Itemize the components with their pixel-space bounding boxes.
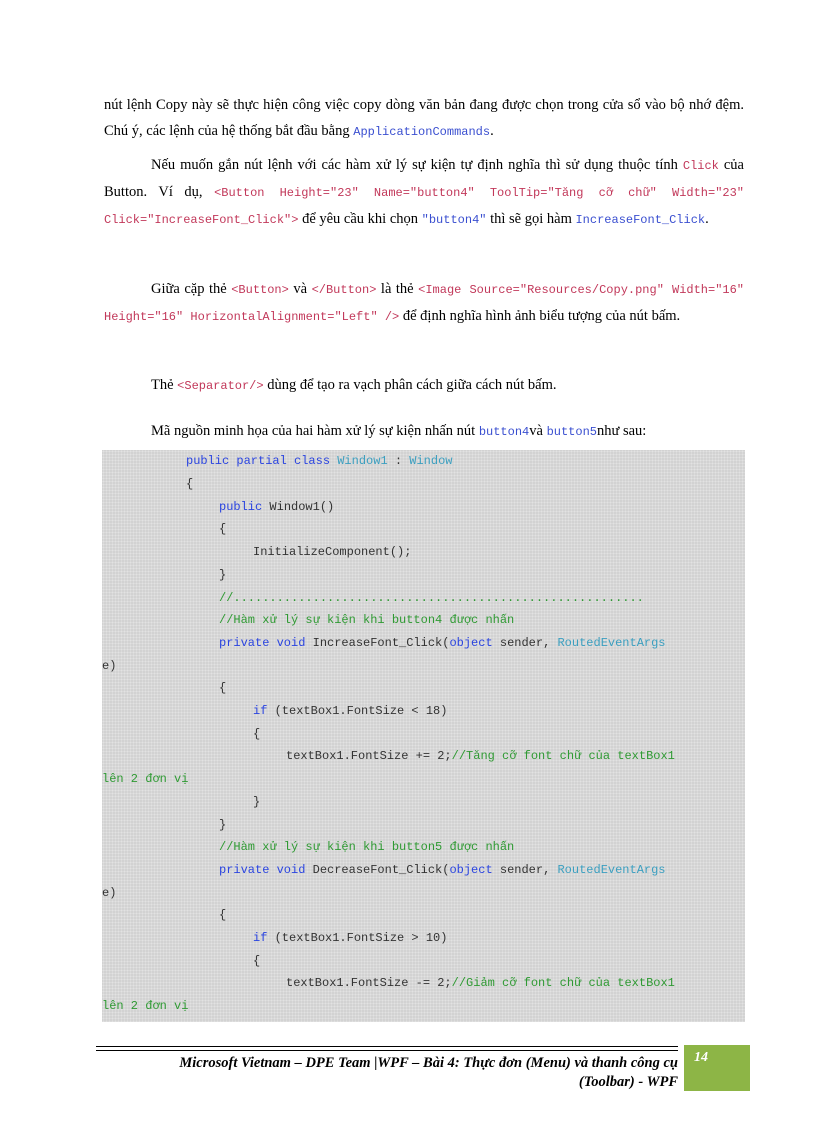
code-line: { — [219, 522, 227, 536]
code-application-commands: ApplicationCommands — [353, 125, 491, 139]
code-button-close: </Button> — [311, 283, 377, 297]
paragraph-image-tag: Giữa cặp thẻ <Button> và </Button> là thẻ <Image Source="Resources/Copy.png" Width="16" Height="16" HorizontalAlignment="Left" /> để định nghĩa hình ảnh biểu tượng của nút bấm. — [104, 281, 745, 324]
footer-divider — [96, 1050, 678, 1051]
code-button4: "button4" — [421, 213, 487, 227]
code-line: { — [253, 727, 261, 741]
footer-title: Microsoft Vietnam – DPE Team |WPF – Bài 4: Thực đơn (Menu) và thanh công cụ (Toolbar) - WPF — [179, 1055, 678, 1090]
code-increasefont-click: IncreaseFont_Click — [575, 213, 706, 227]
code-click: Click — [682, 159, 719, 173]
footer-divider — [96, 1046, 678, 1047]
code-image-tag: <Image Source="Resources/Copy.png" Width="16" Height="16" HorizontalAlignment="Left" /> — [104, 283, 745, 324]
page-number-badge — [684, 1045, 750, 1091]
paragraph-copy-command: nút lệnh Copy này sẽ thực hiện công việc copy dòng văn bản đang được chọn trong cửa sổ vào bộ nhớ đệm. Chú ý, các lệnh của hệ thống bắt đầu bằng ApplicationCommands. — [104, 97, 744, 139]
code-comment: //Hàm xử lý sự kiện khi button5 được nhấn — [219, 840, 515, 854]
code-line: private void DecreaseFont_Click(object sender, RoutedEventArgs — [219, 863, 666, 877]
code-line: textBox1.FontSize += 2;//Tăng cỡ font chữ của textBox1 — [286, 749, 675, 763]
code-line: } — [219, 818, 227, 832]
code-comment: lên 2 đơn vị — [102, 999, 189, 1013]
code-button-example: <Button Height="23" Name="button4" ToolTip="Tăng cỡ chữ" Width="23" Click="IncreaseFont_Click"> — [104, 186, 745, 227]
paragraph-separator: Thẻ <Separator/> dùng để tạo ra vạch phân cách giữa cách nút bấm. — [151, 377, 557, 393]
code-button-open: <Button> — [231, 283, 289, 297]
code-line: textBox1.FontSize -= 2;//Giảm cỡ font chữ của textBox1 — [286, 976, 675, 990]
code-line: if (textBox1.FontSize > 10) — [253, 931, 448, 945]
code-button5-name: button5 — [546, 425, 597, 439]
code-comment: //Hàm xử lý sự kiện khi button4 được nhấn — [219, 613, 515, 627]
code-line: { — [253, 954, 261, 968]
code-block — [102, 450, 745, 1022]
code-separator: <Separator/> — [177, 379, 264, 393]
code-line: if (textBox1.FontSize < 18) — [253, 704, 448, 718]
code-line: e) — [102, 659, 117, 673]
paragraph-source-intro: Mã nguồn minh họa của hai hàm xử lý sự kiện nhấn nút button4và button5như sau: — [151, 423, 647, 439]
code-line: } — [219, 568, 227, 582]
code-comment: lên 2 đơn vị — [102, 772, 189, 786]
code-line: InitializeComponent(); — [253, 545, 412, 559]
code-line: public Window1() — [219, 500, 335, 514]
code-line: { — [186, 477, 194, 491]
code-line: e) — [102, 886, 117, 900]
code-line: private void IncreaseFont_Click(object sender, RoutedEventArgs — [219, 636, 666, 650]
code-comment: //......................................................... — [219, 591, 644, 605]
code-button4-name: button4 — [478, 425, 530, 439]
code-line: { — [219, 908, 227, 922]
code-line: { — [219, 681, 227, 695]
code-line: } — [253, 795, 261, 809]
page-number: 14 — [694, 1050, 708, 1065]
code-line: public partial class Window1 : Window — [186, 454, 453, 468]
paragraph-click-attribute: Nếu muốn gắn nút lệnh với các hàm xử lý sự kiện tự định nghĩa thì sử dụng thuộc tính Click của Button. Ví dụ, <Button Height="23" Name="button4" ToolTip="Tăng cỡ chữ" Width="23" Click="IncreaseFont_Click"> để yêu cầu khi chọn "button4" thì sẽ gọi hàm IncreaseFont_Click. — [104, 157, 745, 227]
